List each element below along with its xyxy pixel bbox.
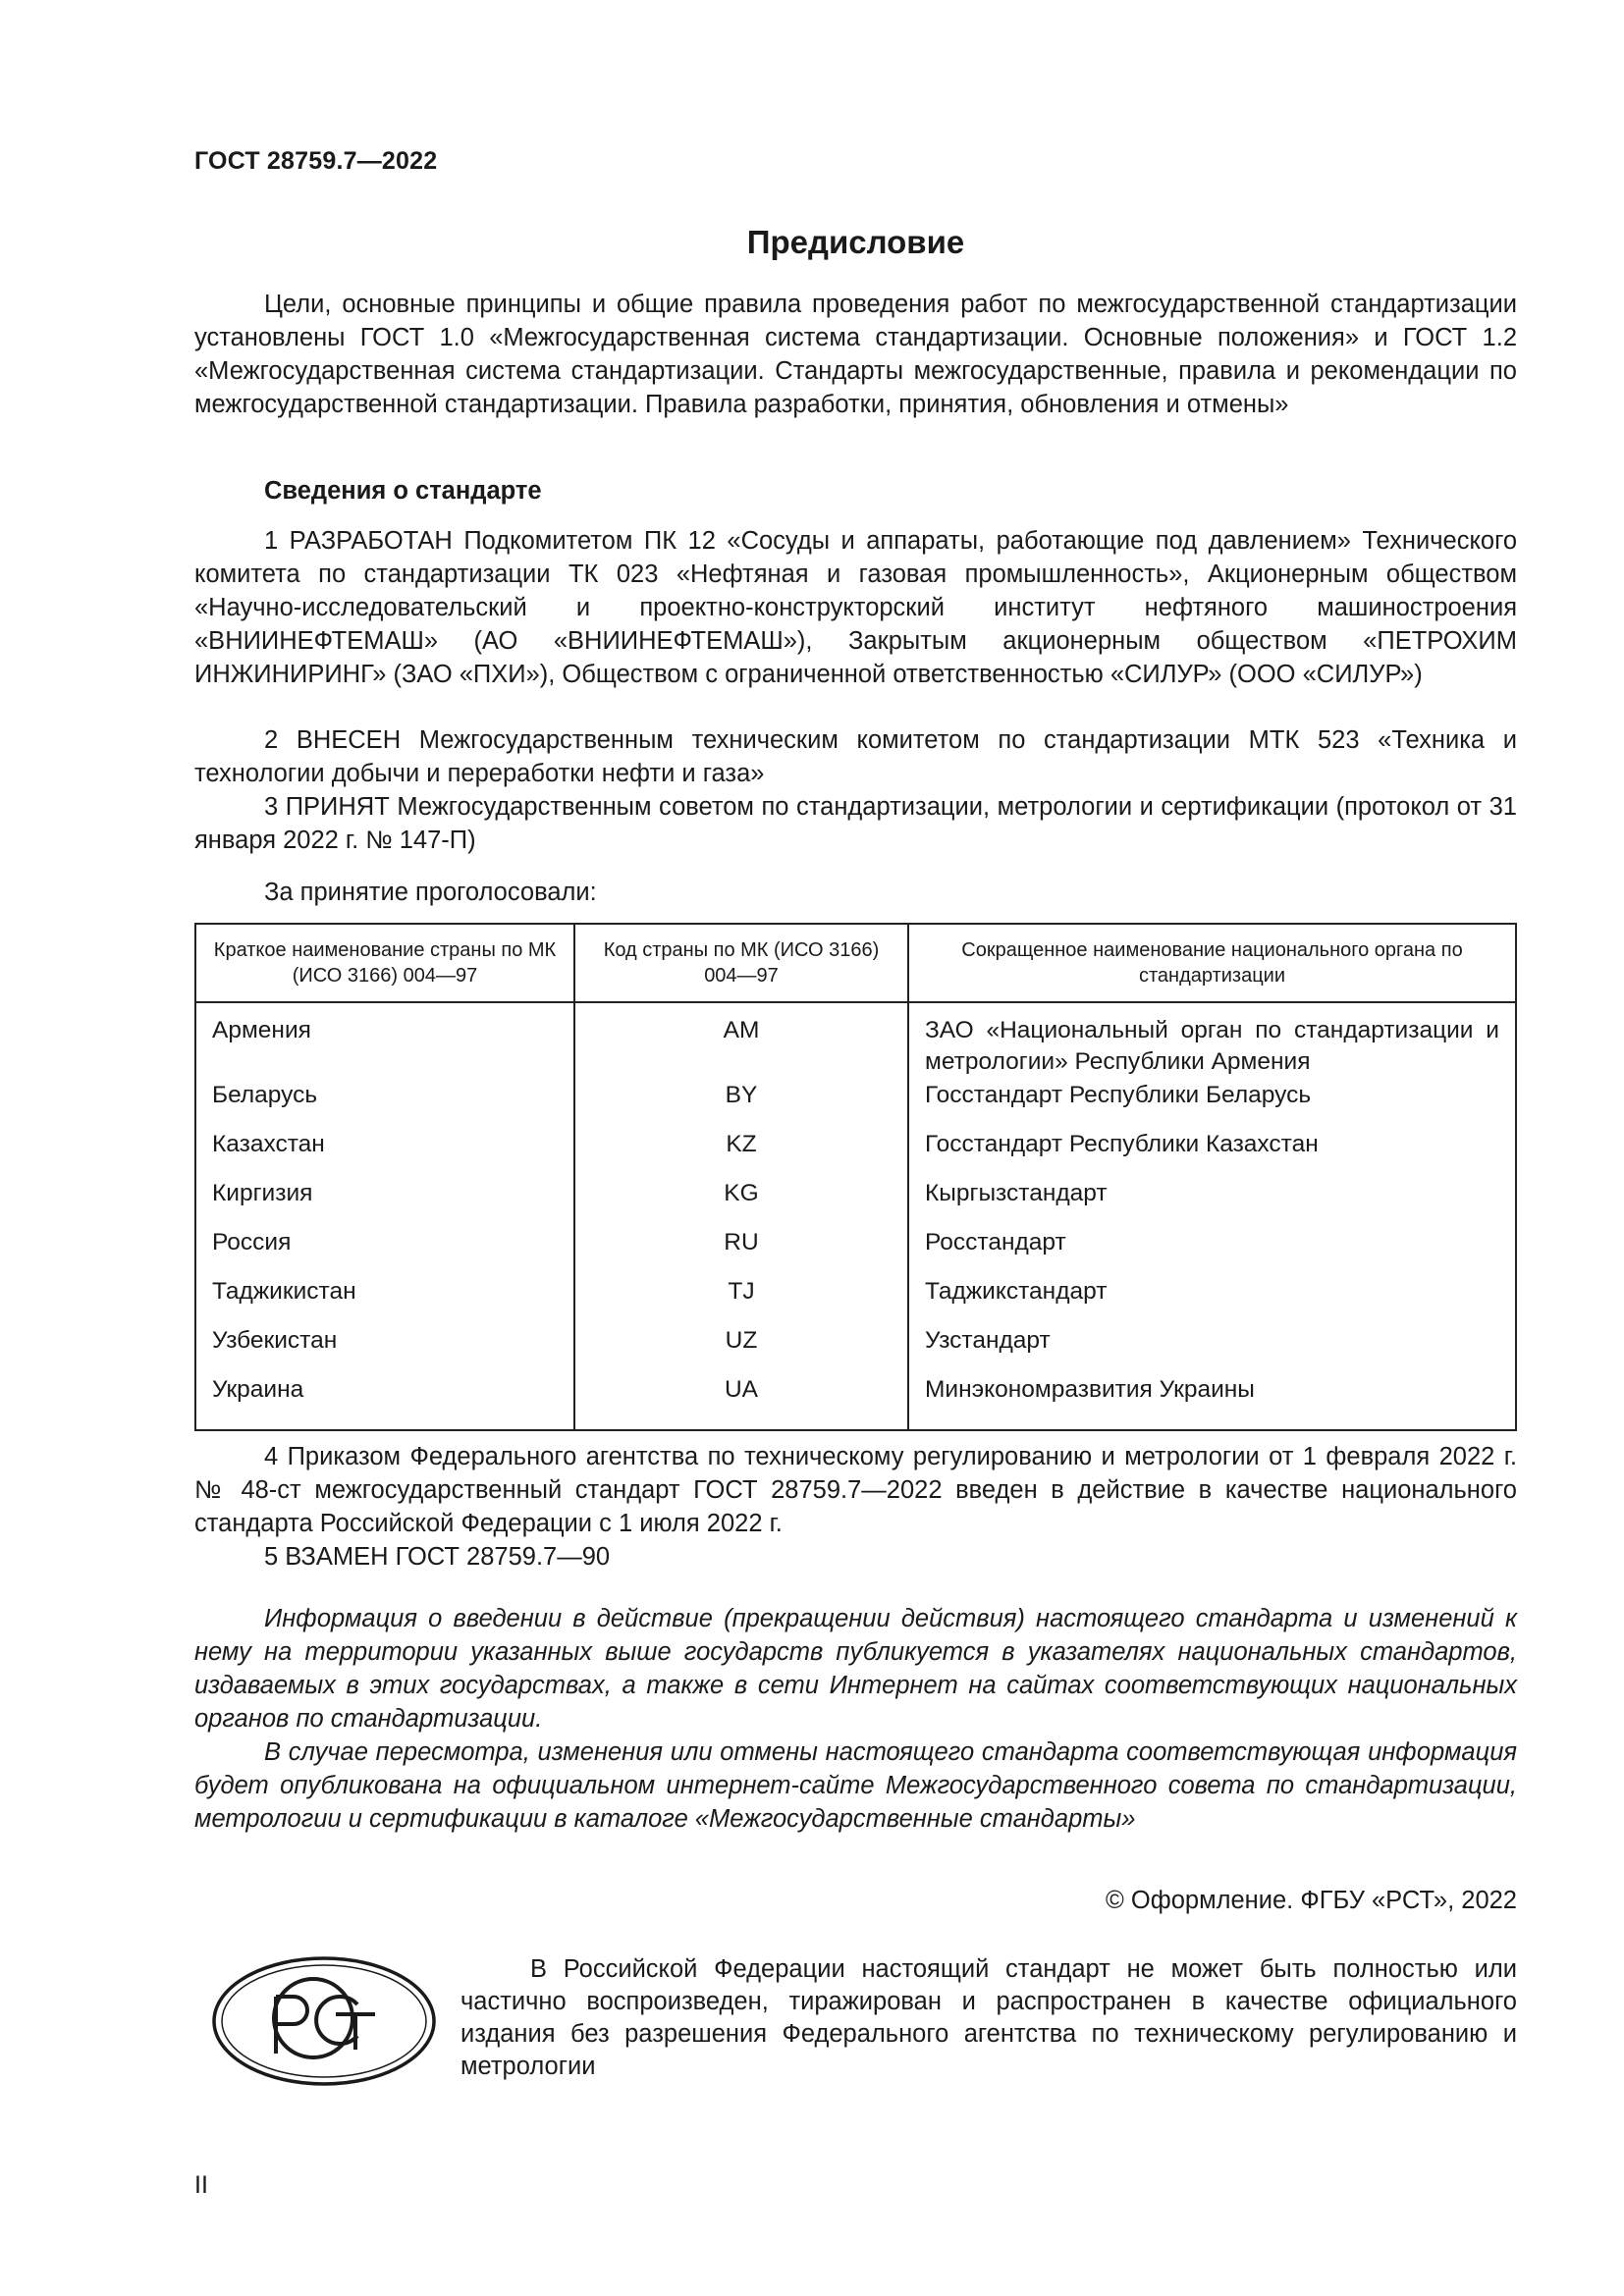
body-cell: Узстандарт — [908, 1325, 1516, 1374]
column-header-body: Сокращенное наименование национального органа по стандартизации — [908, 924, 1516, 1002]
country-cell: Киргизия — [195, 1178, 574, 1227]
body-cell: ЗАО «Национальный орган по стандартизации и метрологии» Республики Армения — [908, 1002, 1516, 1080]
table-row — [195, 1178, 1516, 1227]
code-cell: RU — [574, 1227, 908, 1276]
item-introduced: 2 ВНЕСЕН Межгосударственным техническим комитетом по стандартизации МТК 523 «Техника и технологии добычи и переработки нефти и газа» — [194, 726, 1517, 787]
copyright-line: © Оформление. ФГБУ «РСТ», 2022 — [1106, 1887, 1517, 1914]
country-cell: Таджикистан — [195, 1276, 574, 1325]
rst-certification-mark-icon — [210, 1953, 438, 2089]
body-cell: Росстандарт — [908, 1227, 1516, 1276]
table-header-row — [195, 924, 1516, 1002]
country-cell: Узбекистан — [195, 1325, 574, 1374]
code-cell: TJ — [574, 1276, 908, 1325]
table-row — [195, 1227, 1516, 1276]
country-cell: Казахстан — [195, 1129, 574, 1178]
item-adopted: 3 ПРИНЯТ Межгосударственным советом по стандартизации, метрологии и сертификации (протокол от 31 января 2022 г. № 147-П) — [194, 793, 1517, 854]
country-cell: Россия — [195, 1227, 574, 1276]
table-row — [195, 1129, 1516, 1178]
column-header-code: Код страны по МК (ИСО 3166) 004—97 — [574, 924, 908, 1002]
body-cell: Госстандарт Республики Казахстан — [908, 1129, 1516, 1178]
info-note: Информация о введении в действие (прекращении действия) настоящего стандарта и изменений к нему на территории указанных выше государств публикуется в указателях национальных стандартов, издаваемых в этих государствах, а также в сети Интернет на сайтах соответствующих национальных органов по стандартизации. — [194, 1605, 1517, 1733]
table-row — [195, 1325, 1516, 1374]
code-cell: AM — [574, 1002, 908, 1080]
item-order: 4 Приказом Федерального агентства по техническому регулированию и метрологии от 1 февраля 2022 г. № 48-ст межгосударственный стандарт ГОСТ 28759.7—2022 введен в действие в качестве национального стандарта Российской Федерации с 1 июля 2022 г. — [194, 1443, 1517, 1537]
code-cell: UZ — [574, 1325, 908, 1374]
revision-note: В случае пересмотра, изменения или отмены настоящего стандарта соответствующая информация будет опубликована на официальном интернет-сайте Межгосударственного совета по стандартизации, метрологии и сертификации в каталоге «Межгосударственные стандарты» — [194, 1738, 1517, 1833]
table-row — [195, 1374, 1516, 1430]
table-row — [195, 1002, 1516, 1080]
page-title: Предисловие — [746, 224, 965, 260]
body-cell: Кыргызстандарт — [908, 1178, 1516, 1227]
country-cell: Армения — [195, 1002, 574, 1080]
body-cell: Госстандарт Республики Беларусь — [908, 1080, 1516, 1129]
body-cell: Таджикстандарт — [908, 1276, 1516, 1325]
country-cell: Украина — [195, 1374, 574, 1430]
table-row — [195, 1276, 1516, 1325]
table-row — [195, 1080, 1516, 1129]
voted-label: За принятие проголосовали: — [264, 879, 597, 906]
item-developed: 1 РАЗРАБОТАН Подкомитетом ПК 12 «Сосуды и аппараты, работающие под давлением» Технического комитета по стандартизации ТК 023 «Нефтяная и газовая промышленность», Акционерным обществом «Научно-исследовательский и проектно-конструкторский институт нефтяного машиностроения «ВНИИНЕФТЕМАШ» (АО «ВНИИНЕФТЕМАШ»), Закрытым акционерным обществом «ПЕТРОХИМ ИНЖИНИРИНГ» (ЗАО «ПХИ»), Обществом с ограниченной ответственностью «СИЛУР» (ООО «СИЛУР») — [194, 527, 1517, 688]
code-cell: BY — [574, 1080, 908, 1129]
voting-table — [194, 923, 1517, 1431]
code-cell: KZ — [574, 1129, 908, 1178]
item-replaces: 5 ВЗАМЕН ГОСТ 28759.7—90 — [264, 1543, 611, 1571]
info-heading: Сведения о стандарте — [264, 477, 542, 505]
country-cell: Беларусь — [195, 1080, 574, 1129]
column-header-country: Краткое наименование страны по МК (ИСО 3166) 004—97 — [195, 924, 574, 1002]
code-cell: KG — [574, 1178, 908, 1227]
intro-paragraph: Цели, основные принципы и общие правила проведения работ по межгосударственной стандартизации установлены ГОСТ 1.0 «Межгосударственная система стандартизации. Основные положения» и ГОСТ 1.2 «Межгосударственная система стандартизации. Стандарты межгосударственные, правила и рекомендации по межгосударственной стандартизации. Правила разработки, принятия, обновления и отмены» — [194, 291, 1517, 418]
copyright-notice: В Российской Федерации настоящий стандарт не может быть полностью или частично воспроизведен, тиражирован и распространен в качестве официального издания без разрешения Федерального агентства по техническому регулированию и метрологии — [460, 1955, 1517, 2080]
page-number: II — [194, 2171, 208, 2199]
body-cell: Минэкономразвития Украины — [908, 1374, 1516, 1430]
code-cell: UA — [574, 1374, 908, 1430]
document-code-header: ГОСТ 28759.7—2022 — [194, 147, 438, 175]
